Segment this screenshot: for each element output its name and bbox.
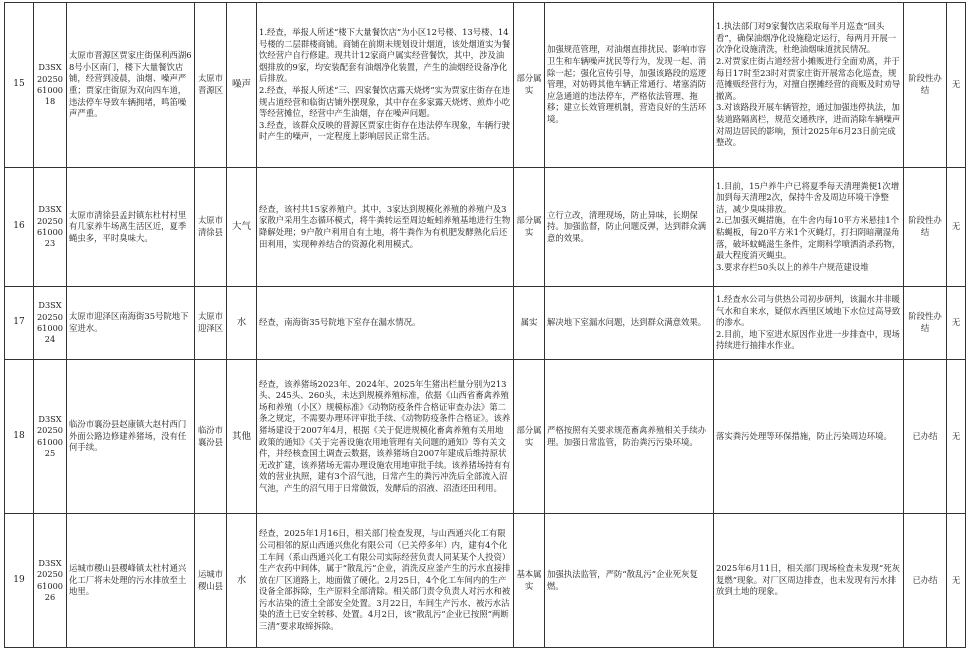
finding-paragraph: 经查，南海街35号院地下室存在漏水情况。 [259,317,421,328]
row-verdict: 部分属实 [516,215,542,237]
row-goal: 加强规范管理，对油烟直排扰民、影响市容卫生和车辆噪声扰民等行为，发现一起、消除一起；强化宣传引导，加强该路段的巡逻管理，对妨碍其他车辆正常通行、堵塞消防应急通道的违法停车，严格依法管理、拖移；建立长效管理机制，营造良好的生活环境。 [547,44,707,124]
row-measures [716,294,901,352]
row-seq: 15 [13,79,25,90]
table-row [5,287,966,360]
row-complaint: 运城市稷山县稷峰镇太杜村通兴化工厂将未处理的污水排放至土地里。 [69,563,187,597]
row-goal: 解决地下室漏水问题，达到群众满意效果。 [547,317,707,328]
row-measures [716,431,901,443]
measure-item: 2.对贾家庄街占道经营小摊贩进行全面劝离，并于每日17时至23时对贾家庄街开展常态化巡查，规范摊贩经营行为，对擅自摆摊经营的商贩及时劝导撤离。 [716,56,901,101]
row-verdict: 基本属实 [516,568,542,591]
row-type: 噪声 [231,79,251,91]
row-area: 运城市稷山县 [197,568,224,591]
measure-item: 3.要求存栏50头以上的养牛户规范建设堆 [716,261,869,272]
row-area: 太原市晋源区 [197,73,224,95]
row-punish: 无 [951,574,961,585]
row-findings [259,317,511,329]
row-code: D3SX202506100025 [36,413,64,458]
finding-paragraph: 经查，2025年1月16日，相关部门检查发现，与山西通兴化工有限公司相邻的原山西通兴焦化有限公司（已关停多年）内，建有4个化工车间（系山西通兴化工有限公司实际经营负责人同某某个人投资）生产农药中间体，属于“散乱污”企业，消洗反应釜产生的污水直接排放在厂区道路上，地面做了硬化。2月25日，4个化工车间内的生产设备全部拆除，生产原料全部清除。相关部门责令负责人对污水和被污水沾染的渣土全部安全处置。3月22日，车间生产污水、被污水沾染的渣土已安全转移、处置。4月2日，该“散乱污”企业已按照“两断三清”要求取缔拆除。 [259,528,511,632]
row-verdict: 部分属实 [516,73,542,95]
row-area: 太原市清徐县 [197,215,224,237]
finding-paragraph: 2.经查，举报人所述“三、四家餐饮店露天烧烤”实为贾家庄街存在违规占道经营和临街店铺外摆现象，其中存在多家露天烧烤、煎炸小吃等经营摊位，经营中产生油烟，存在噪声问题。 [259,85,511,119]
row-punish: 无 [951,430,961,441]
row-code: D3SX202506100026 [36,557,64,602]
row-goal: 严格按照有关要求规范畜禽养殖相关手续办理。加强日常监管，防治粪污污染环境。 [547,424,707,447]
complaint-table [4,2,966,648]
row-area: 临汾市襄汾县 [197,424,224,447]
row-status: 阶段性办结 [908,73,942,95]
row-code: D3SX202506100018 [36,62,64,107]
row-code: D3SX202506100023 [36,204,64,249]
row-complaint: 太原市晋源区贾家庄街保利西湖68号小区南门，楼下大量餐饮店铺，经营到凌晨，油烟、噪声严重；贾家庄街原为双向四车道，违法停车导致车辆拥堵，鸣笛噪声严重。 [69,50,192,119]
finding-paragraph: 1.经查，举报人所述“楼下大量餐饮店”为小区12号楼、13号楼、14号楼的二层群楼商铺。商铺在前期未规划设计烟道，该处烟道实为餐饮经营户自行修建。现共计12家商户属实经营餐饮，其中，涉及油烟排放的9家，均安装配套有油烟净化装置，产生的油烟经设备净化后排放。 [259,27,511,84]
measure-item: 3.对该路段开展车辆管控，通过加强违停执法，加装道路隔离栏，规范交通秩序，进而消除车辆噪声对周边居民的影响，预计2025年6月23日前完成整改。 [716,102,901,148]
row-type: 水 [236,317,247,329]
measure-item: 2.已加强灭蝇措施，在牛舍内每10平方米悬挂1个粘蝇板，每20平方米1个灭蝇灯，打扫阴暗潮湿角落，破坏蚊蝇滋生条件，定期科学喷洒消杀药物，最大程度消灭蝇虫。 [716,215,901,261]
row-measures [716,181,901,274]
row-area: 太原市迎泽区 [197,311,224,333]
row-goal: 立行立改，清理现场，防止异味，长期保持。加强监督，防止问题反弹，达到群众满意的效果。 [547,209,707,243]
row-goal: 加强执法监管，严防“散乱污”企业死灰复燃。 [547,568,698,591]
row-punish: 无 [951,221,961,232]
measure-item: 2025年6月11日，相关部门现场检查未发现“死灰复燃”现象。对厂区周边排查，也未发现有污水排放到土地的现象。 [716,563,900,597]
measure-item: 1.目前，15户养牛户已将夏季每天清理粪便1次增加到每天清理2次，保持牛舍及周边环境干净整洁，减少臭味排放。 [716,180,900,214]
row-status: 已办结 [912,574,938,585]
row-status: 阶段性办结 [908,311,942,333]
row-punish: 无 [951,79,961,90]
measure-item: 1.执法部门对9家餐饮店采取每半月巡查“回头看”，确保油烟净化设施稳定运行，每两月开展一次净化设施清洗，杜绝油烟味道扰民情况。 [716,21,897,55]
row-seq: 18 [13,430,25,441]
row-findings [259,528,511,632]
row-complaint: 太原市清徐县孟封镇东杜村村里有几家养牛场离生活区近，夏季蝇虫多，平时臭味大。 [69,209,187,243]
table-row [5,3,966,168]
row-findings [259,204,511,250]
row-complaint: 太原市迎泽区南海街35号院地下室进水。 [69,311,189,333]
table-row [5,514,966,648]
finding-paragraph: 经查，该村共15家养殖户。其中，3家达到规模化养殖的养殖户及3家散户采用生态循环模式，将牛粪转运至周边蚯蚓养殖基地进行生物降解处理；9户散户利用自有土地，将牛粪作为有机肥发酵熟化后还田利用，实现种养结合的资源化利用模式。 [259,203,511,249]
row-measures [716,21,901,149]
row-seq: 19 [13,574,25,585]
row-status: 阶段性办结 [908,215,942,237]
measure-item: 1.经查水公司与供热公司初步研判，该漏水井非暖气水和自来水，疑似水西里区域地下水位过高导致的渗水。 [716,294,901,328]
row-findings [259,379,511,495]
measure-item: 2.目前，地下室进水原因作业进一步排查中，现场持续进行抽排水作业。 [716,328,900,351]
measure-item: 落实粪污处理等环保措施，防止污染周边环境。 [716,430,892,441]
row-complaint: 临汾市襄汾县赵康镇大赵村西门外面公路边修建养猪场，没有任何手续。 [69,419,187,453]
row-status: 已办结 [912,430,938,441]
row-punish: 无 [951,317,961,328]
table-row [5,168,966,287]
row-verdict: 属实 [520,317,538,328]
row-type: 水 [236,574,247,586]
finding-paragraph: 经查，该养猪场2023年、2024年、2025年生猪出栏量分别为213头、245头、260头，未达到规模养殖标准，依据《山西省畜禽养殖场和养殖（小区）规模标准》《动物防疫条件合格证审查办法》第二条之规定，不需要办理环评审批手续、《动物防疫条件合格证》。该养猪场建设于2007年4月，根据《关于促进规模化畜禽养殖有关用地政策的通知》《关于完善设施农用地管理有关问题的通知》等有关文件，并经核查国土调查云数据，该养猪场自2007年建成后维持原状无改扩建，该养猪场无需办理设施农用地审批手续。该养猪场持有有效的营业执照，建有3个沼气池，日常产生的粪污冲洗后全部流入沼气池，产生的沼气用于日常做饭，发酵后的沼液、沼渣还田利用。 [259,378,511,493]
row-seq: 17 [13,317,25,328]
row-verdict: 部分属实 [516,424,542,447]
row-code: D3SX202506100024 [36,300,64,345]
table-row [5,360,966,514]
row-seq: 16 [13,221,25,232]
row-findings [259,27,511,143]
row-measures [716,563,901,598]
row-type: 其他 [231,430,251,442]
finding-paragraph: 3.经查，该群众反映的晋源区贾家庄街存在违法停车现象，车辆行驶时产生的噪声，一定程度上影响居民正常生活。 [259,119,510,142]
row-type: 大气 [231,221,251,233]
